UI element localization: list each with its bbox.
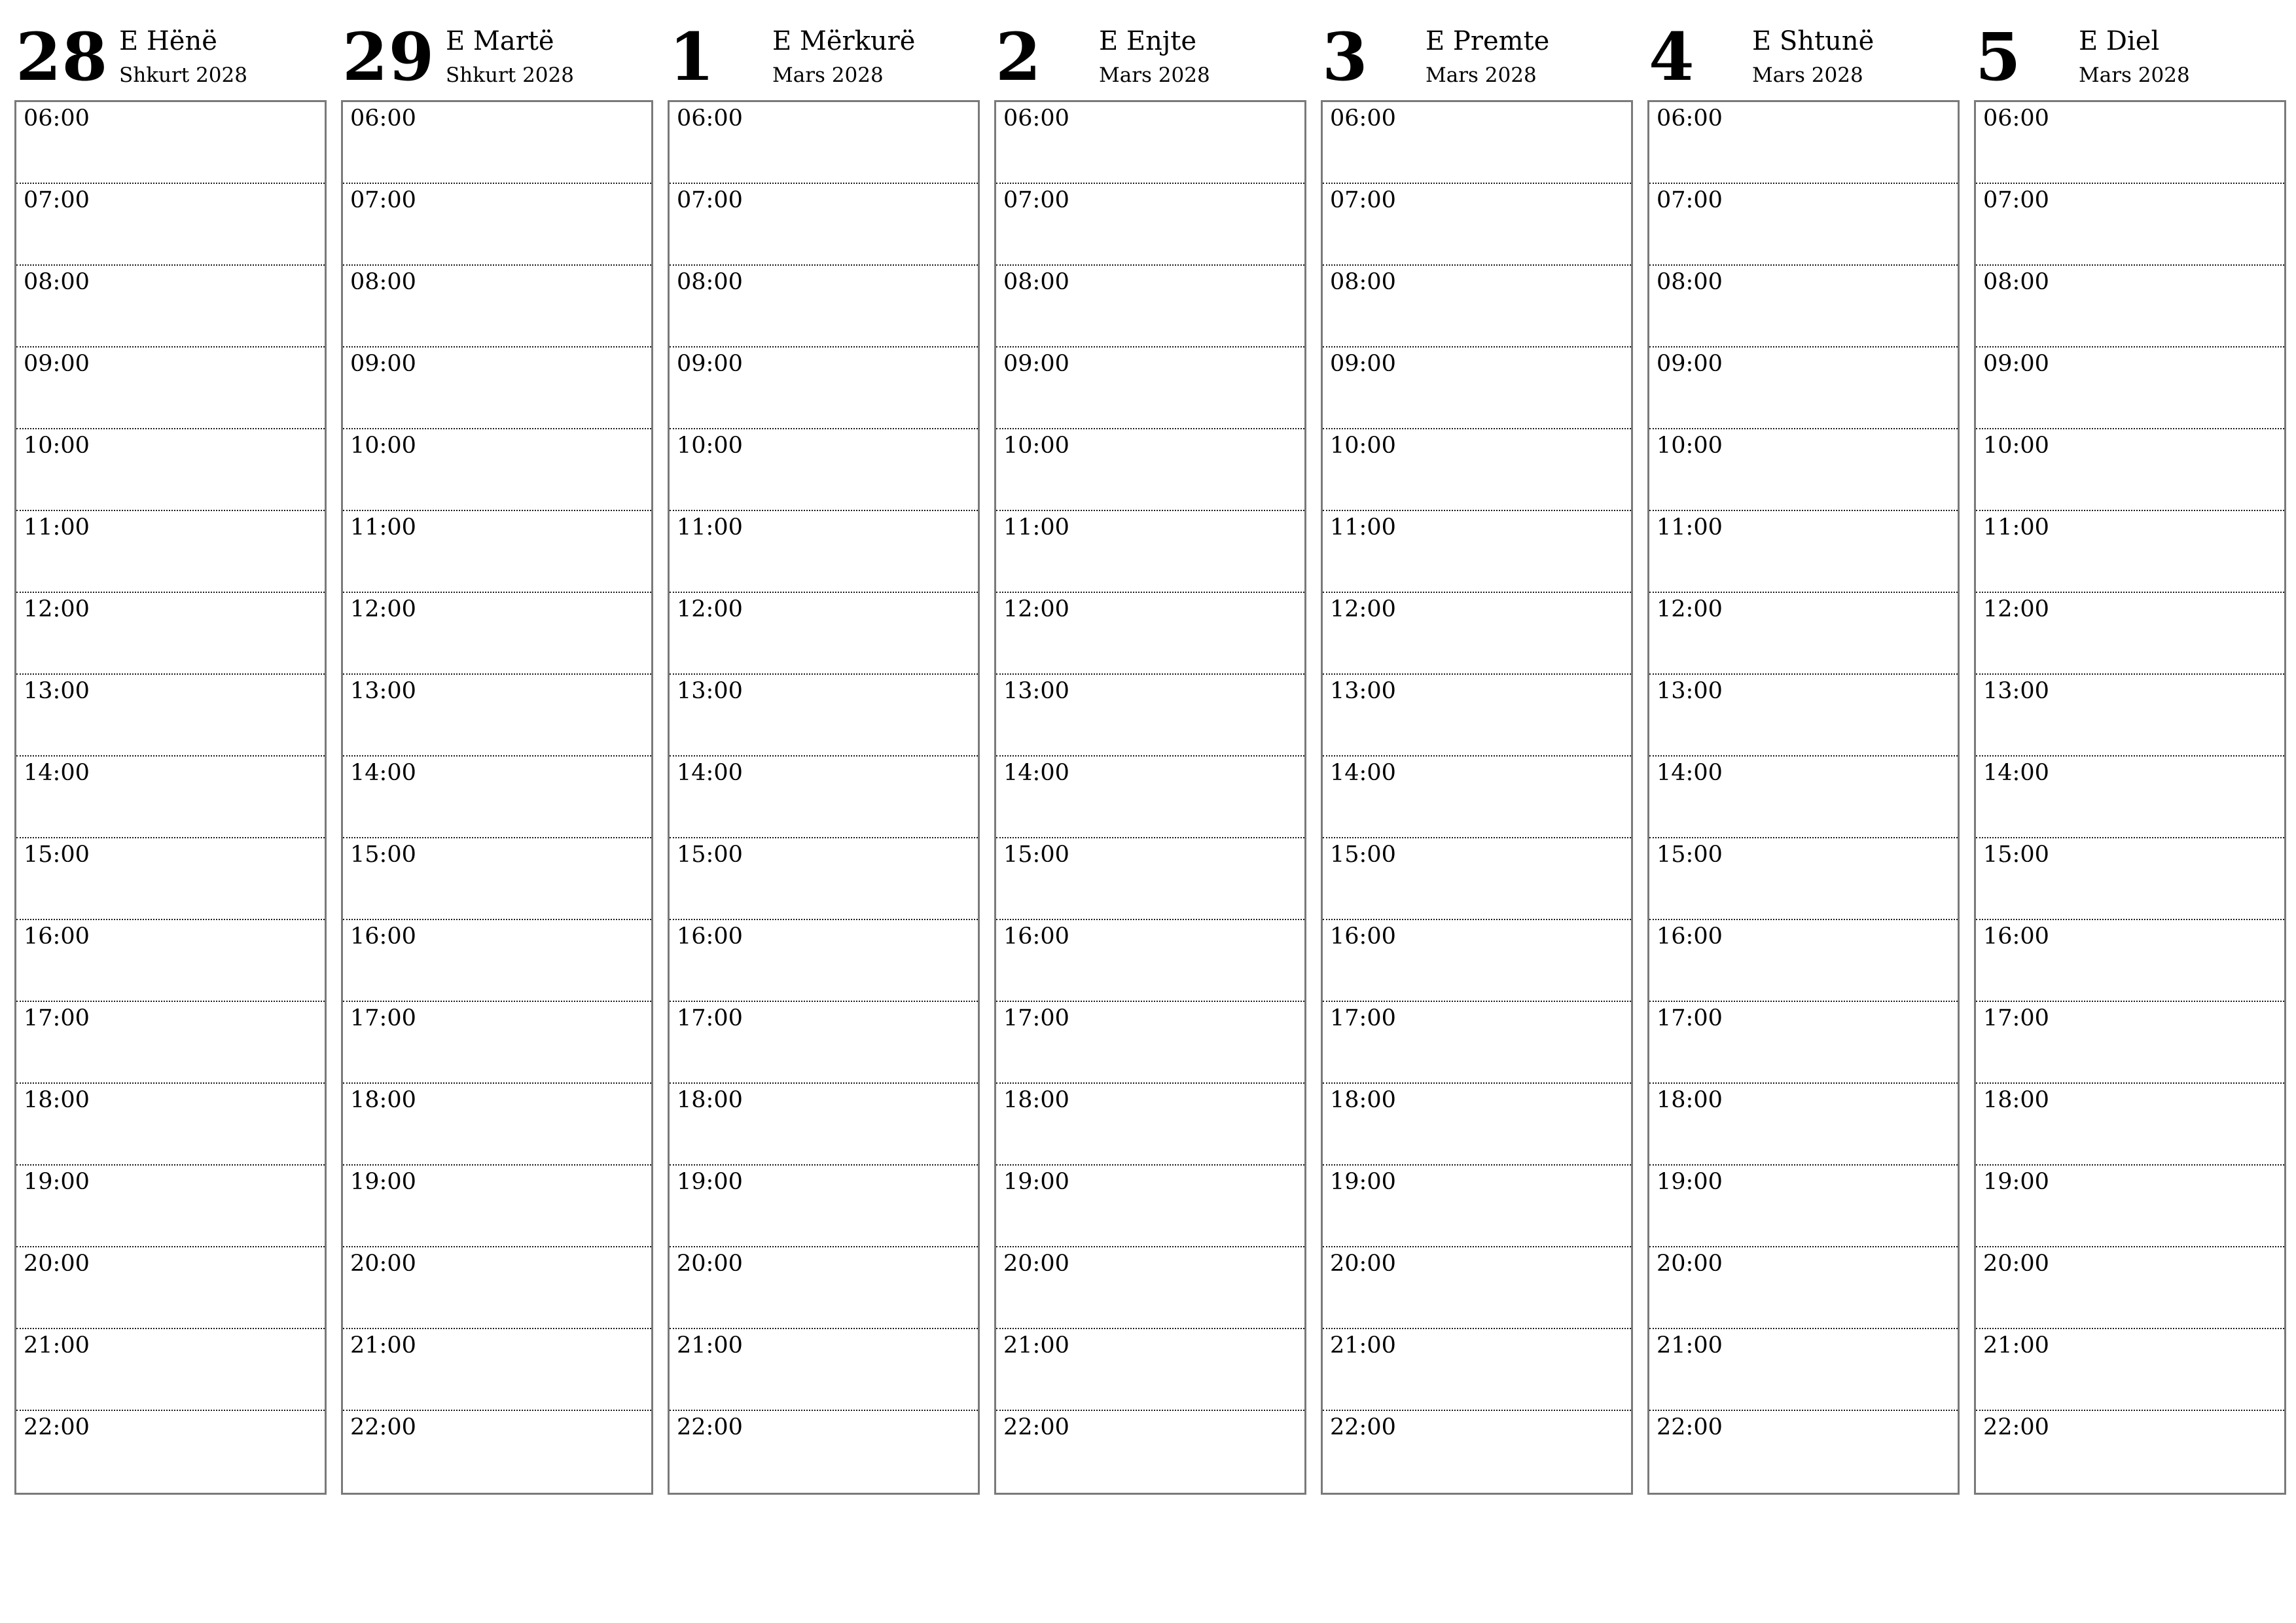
day-schedule-box [1321, 100, 1633, 1495]
time-slot-label: 08:00 [1330, 269, 1396, 295]
time-slot[interactable] [670, 102, 978, 184]
time-slot[interactable] [16, 1084, 325, 1166]
weekday-name: E Mërkurë [772, 26, 916, 56]
time-slot-label: 15:00 [1657, 842, 1723, 868]
time-slot[interactable] [1649, 593, 1958, 675]
day-header [1321, 0, 1633, 99]
time-slot-label: 13:00 [24, 678, 90, 704]
time-slot[interactable] [1976, 1247, 2284, 1329]
time-slot-label: 19:00 [350, 1169, 416, 1195]
day-column [668, 0, 980, 1505]
time-slot[interactable] [1976, 348, 2284, 429]
time-slot[interactable] [1323, 593, 1631, 675]
time-slot-label: 08:00 [677, 269, 743, 295]
time-slot[interactable] [16, 266, 325, 348]
time-slot[interactable] [1649, 102, 1958, 184]
weekday-name: E Hënë [119, 26, 217, 56]
time-slot[interactable] [1323, 838, 1631, 920]
time-slot[interactable] [1323, 511, 1631, 593]
time-slot[interactable] [16, 429, 325, 511]
time-slot-label: 07:00 [24, 187, 90, 213]
month-year: Mars 2028 [1752, 63, 1863, 87]
time-slot[interactable] [1323, 1329, 1631, 1411]
time-slot-label: 16:00 [350, 923, 416, 950]
time-slot[interactable] [1976, 1166, 2284, 1247]
time-slot-label: 22:00 [350, 1414, 416, 1440]
day-number: 28 [16, 18, 109, 96]
time-slot[interactable] [670, 429, 978, 511]
time-slot-label: 20:00 [1003, 1251, 1069, 1277]
time-slot[interactable] [670, 1002, 978, 1084]
time-slot[interactable] [16, 1329, 325, 1411]
time-slot-label: 08:00 [350, 269, 416, 295]
time-slot-label: 10:00 [677, 433, 743, 459]
time-slot-label: 18:00 [1003, 1087, 1069, 1113]
time-slot-label: 19:00 [1330, 1169, 1396, 1195]
time-slot-label: 12:00 [350, 596, 416, 622]
month-year: Mars 2028 [2079, 63, 2190, 87]
time-slot[interactable] [1649, 920, 1958, 1002]
time-slot-label: 21:00 [1003, 1332, 1069, 1359]
time-slot[interactable] [1976, 838, 2284, 920]
time-slot-label: 08:00 [1657, 269, 1723, 295]
time-slot[interactable] [1323, 429, 1631, 511]
time-slot-label: 16:00 [1983, 923, 2049, 950]
time-slot[interactable] [996, 348, 1304, 429]
time-slot-label: 16:00 [1003, 923, 1069, 950]
time-slot[interactable] [343, 511, 651, 593]
time-slot[interactable] [1976, 757, 2284, 838]
time-slot-label: 22:00 [1330, 1414, 1396, 1440]
time-slot[interactable] [343, 429, 651, 511]
time-slot-label: 09:00 [350, 351, 416, 377]
time-slot[interactable] [1976, 1411, 2284, 1493]
time-slot-label: 09:00 [677, 351, 743, 377]
time-slot-label: 13:00 [1330, 678, 1396, 704]
time-slot[interactable] [996, 1166, 1304, 1247]
time-slot-label: 12:00 [1330, 596, 1396, 622]
day-number: 29 [342, 18, 435, 96]
time-slot[interactable] [1976, 920, 2284, 1002]
time-slot-label: 20:00 [1657, 1251, 1723, 1277]
time-slot-label: 15:00 [24, 842, 90, 868]
day-column [341, 0, 653, 1505]
time-slot-label: 19:00 [677, 1169, 743, 1195]
day-column [1321, 0, 1633, 1505]
time-slot-label: 10:00 [1983, 433, 2049, 459]
time-slot[interactable] [1649, 1002, 1958, 1084]
time-slot-label: 19:00 [1003, 1169, 1069, 1195]
time-slot-label: 14:00 [1330, 760, 1396, 786]
time-slot-label: 17:00 [24, 1005, 90, 1031]
day-column [1974, 0, 2286, 1505]
day-number: 5 [1975, 18, 2022, 96]
time-slot[interactable] [343, 1084, 651, 1166]
time-slot-label: 08:00 [1983, 269, 2049, 295]
time-slot[interactable] [1649, 1411, 1958, 1493]
time-slot[interactable] [670, 1166, 978, 1247]
time-slot[interactable] [1649, 675, 1958, 757]
time-slot-label: 12:00 [677, 596, 743, 622]
time-slot[interactable] [996, 1411, 1304, 1493]
time-slot-label: 13:00 [677, 678, 743, 704]
time-slot[interactable] [1323, 920, 1631, 1002]
time-slot[interactable] [1323, 348, 1631, 429]
time-slot[interactable] [1649, 838, 1958, 920]
time-slot-label: 09:00 [1657, 351, 1723, 377]
time-slot-label: 10:00 [1003, 433, 1069, 459]
time-slot[interactable] [16, 348, 325, 429]
day-header [341, 0, 653, 99]
time-slot[interactable] [1323, 102, 1631, 184]
time-slot-label: 16:00 [1657, 923, 1723, 950]
time-slot[interactable] [996, 511, 1304, 593]
time-slot-label: 17:00 [350, 1005, 416, 1031]
weekday-name: E Martë [446, 26, 554, 56]
time-slot[interactable] [996, 675, 1304, 757]
time-slot-label: 10:00 [350, 433, 416, 459]
time-slot-label: 07:00 [677, 187, 743, 213]
time-slot[interactable] [1976, 102, 2284, 184]
time-slot[interactable] [1649, 184, 1958, 266]
time-slot[interactable] [670, 1411, 978, 1493]
month-year: Shkurt 2028 [119, 63, 247, 87]
time-slot[interactable] [343, 757, 651, 838]
time-slot[interactable] [996, 593, 1304, 675]
time-slot-label: 12:00 [1657, 596, 1723, 622]
time-slot[interactable] [996, 429, 1304, 511]
time-slot[interactable] [1649, 1084, 1958, 1166]
time-slot[interactable] [1323, 1166, 1631, 1247]
time-slot[interactable] [1323, 675, 1631, 757]
time-slot-label: 22:00 [677, 1414, 743, 1440]
time-slot[interactable] [343, 1247, 651, 1329]
time-slot-label: 18:00 [1983, 1087, 2049, 1113]
time-slot[interactable] [996, 1329, 1304, 1411]
time-slot[interactable] [670, 675, 978, 757]
time-slot[interactable] [670, 593, 978, 675]
time-slot[interactable] [670, 1084, 978, 1166]
time-slot-label: 22:00 [1003, 1414, 1069, 1440]
time-slot-label: 18:00 [350, 1087, 416, 1113]
time-slot[interactable] [343, 348, 651, 429]
time-slot[interactable] [1649, 266, 1958, 348]
time-slot-label: 06:00 [1003, 105, 1069, 132]
time-slot[interactable] [16, 838, 325, 920]
time-slot-label: 06:00 [1330, 105, 1396, 132]
time-slot-label: 11:00 [24, 514, 90, 541]
time-slot[interactable] [996, 920, 1304, 1002]
time-slot-label: 17:00 [677, 1005, 743, 1031]
time-slot-label: 16:00 [677, 923, 743, 950]
time-slot[interactable] [1323, 266, 1631, 348]
weekday-name: E Shtunë [1752, 26, 1874, 56]
time-slot[interactable] [1976, 1084, 2284, 1166]
time-slot-label: 07:00 [350, 187, 416, 213]
time-slot[interactable] [1323, 1002, 1631, 1084]
time-slot-label: 22:00 [1983, 1414, 2049, 1440]
time-slot-label: 09:00 [1003, 351, 1069, 377]
time-slot-label: 17:00 [1330, 1005, 1396, 1031]
time-slot-label: 14:00 [350, 760, 416, 786]
time-slot-label: 07:00 [1657, 187, 1723, 213]
time-slot-label: 19:00 [1983, 1169, 2049, 1195]
time-slot[interactable] [1323, 1247, 1631, 1329]
time-slot-label: 06:00 [1983, 105, 2049, 132]
time-slot-label: 15:00 [1003, 842, 1069, 868]
time-slot[interactable] [16, 1411, 325, 1493]
day-number: 3 [1322, 18, 1369, 96]
time-slot[interactable] [1649, 429, 1958, 511]
time-slot[interactable] [996, 266, 1304, 348]
time-slot[interactable] [670, 184, 978, 266]
time-slot-label: 12:00 [1003, 596, 1069, 622]
day-column [1647, 0, 1960, 1505]
weekday-name: E Premte [1426, 26, 1550, 56]
time-slot-label: 08:00 [24, 269, 90, 295]
time-slot[interactable] [1976, 266, 2284, 348]
time-slot-label: 11:00 [677, 514, 743, 541]
time-slot-label: 13:00 [350, 678, 416, 704]
time-slot-label: 20:00 [24, 1251, 90, 1277]
time-slot-label: 06:00 [24, 105, 90, 132]
time-slot[interactable] [670, 1329, 978, 1411]
time-slot-label: 16:00 [24, 923, 90, 950]
day-schedule-box [994, 100, 1306, 1495]
time-slot[interactable] [996, 1084, 1304, 1166]
time-slot-label: 18:00 [1330, 1087, 1396, 1113]
day-schedule-box [14, 100, 327, 1495]
time-slot-label: 10:00 [1657, 433, 1723, 459]
time-slot[interactable] [1976, 1002, 2284, 1084]
time-slot[interactable] [1976, 675, 2284, 757]
time-slot[interactable] [343, 920, 651, 1002]
time-slot-label: 13:00 [1657, 678, 1723, 704]
time-slot-label: 18:00 [1657, 1087, 1723, 1113]
time-slot-label: 09:00 [1330, 351, 1396, 377]
time-slot-label: 20:00 [350, 1251, 416, 1277]
weekday-name: E Diel [2079, 26, 2160, 56]
time-slot[interactable] [343, 593, 651, 675]
time-slot-label: 20:00 [1983, 1251, 2049, 1277]
time-slot-label: 09:00 [1983, 351, 2049, 377]
time-slot-label: 15:00 [677, 842, 743, 868]
time-slot[interactable] [670, 348, 978, 429]
time-slot-label: 18:00 [677, 1087, 743, 1113]
time-slot[interactable] [343, 184, 651, 266]
time-slot[interactable] [343, 838, 651, 920]
time-slot[interactable] [343, 1002, 651, 1084]
time-slot-label: 21:00 [677, 1332, 743, 1359]
time-slot[interactable] [1323, 1084, 1631, 1166]
day-number: 4 [1649, 18, 1695, 96]
time-slot[interactable] [343, 102, 651, 184]
time-slot-label: 21:00 [1330, 1332, 1396, 1359]
time-slot[interactable] [1649, 757, 1958, 838]
time-slot[interactable] [670, 920, 978, 1002]
time-slot-label: 22:00 [24, 1414, 90, 1440]
time-slot[interactable] [1649, 1329, 1958, 1411]
time-slot-label: 20:00 [1330, 1251, 1396, 1277]
time-slot-label: 12:00 [24, 596, 90, 622]
time-slot[interactable] [1649, 348, 1958, 429]
day-header [1647, 0, 1960, 99]
month-year: Mars 2028 [1099, 63, 1210, 87]
day-number: 1 [669, 18, 715, 96]
time-slot[interactable] [16, 102, 325, 184]
time-slot[interactable] [996, 757, 1304, 838]
time-slot-label: 10:00 [24, 433, 90, 459]
time-slot-label: 17:00 [1657, 1005, 1723, 1031]
time-slot[interactable] [343, 675, 651, 757]
time-slot[interactable] [1976, 511, 2284, 593]
time-slot-label: 09:00 [24, 351, 90, 377]
month-year: Mars 2028 [1426, 63, 1537, 87]
time-slot-label: 12:00 [1983, 596, 2049, 622]
time-slot-label: 14:00 [1983, 760, 2049, 786]
time-slot-label: 14:00 [677, 760, 743, 786]
time-slot[interactable] [16, 1247, 325, 1329]
time-slot[interactable] [670, 838, 978, 920]
time-slot-label: 07:00 [1983, 187, 2049, 213]
time-slot[interactable] [16, 184, 325, 266]
time-slot-label: 18:00 [24, 1087, 90, 1113]
time-slot-label: 14:00 [24, 760, 90, 786]
time-slot[interactable] [16, 920, 325, 1002]
time-slot-label: 14:00 [1003, 760, 1069, 786]
time-slot[interactable] [996, 184, 1304, 266]
time-slot[interactable] [1976, 1329, 2284, 1411]
day-schedule-box [1647, 100, 1960, 1495]
time-slot-label: 08:00 [1003, 269, 1069, 295]
weekly-planner [14, 0, 2283, 1505]
time-slot-label: 11:00 [350, 514, 416, 541]
time-slot[interactable] [343, 1166, 651, 1247]
time-slot-label: 15:00 [1983, 842, 2049, 868]
day-column [14, 0, 327, 1505]
month-year: Shkurt 2028 [446, 63, 574, 87]
time-slot-label: 19:00 [24, 1169, 90, 1195]
time-slot-label: 21:00 [1983, 1332, 2049, 1359]
time-slot-label: 22:00 [1657, 1414, 1723, 1440]
day-number: 2 [996, 18, 1042, 96]
month-year: Mars 2028 [772, 63, 884, 87]
time-slot[interactable] [1976, 593, 2284, 675]
time-slot[interactable] [1976, 184, 2284, 266]
day-header [668, 0, 980, 99]
day-schedule-box [1974, 100, 2286, 1495]
time-slot-label: 11:00 [1003, 514, 1069, 541]
time-slot[interactable] [16, 675, 325, 757]
time-slot-label: 11:00 [1330, 514, 1396, 541]
time-slot-label: 19:00 [1657, 1169, 1723, 1195]
day-header [994, 0, 1306, 99]
time-slot[interactable] [1323, 757, 1631, 838]
time-slot[interactable] [1649, 511, 1958, 593]
time-slot[interactable] [16, 757, 325, 838]
time-slot-label: 15:00 [1330, 842, 1396, 868]
time-slot-label: 07:00 [1330, 187, 1396, 213]
time-slot-label: 14:00 [1657, 760, 1723, 786]
time-slot-label: 21:00 [24, 1332, 90, 1359]
time-slot[interactable] [670, 266, 978, 348]
day-header [1974, 0, 2286, 99]
time-slot-label: 16:00 [1330, 923, 1396, 950]
time-slot[interactable] [670, 1247, 978, 1329]
time-slot[interactable] [16, 511, 325, 593]
time-slot[interactable] [1649, 1247, 1958, 1329]
time-slot[interactable] [996, 1247, 1304, 1329]
time-slot[interactable] [670, 757, 978, 838]
time-slot-label: 07:00 [1003, 187, 1069, 213]
time-slot-label: 20:00 [677, 1251, 743, 1277]
time-slot-label: 21:00 [350, 1332, 416, 1359]
day-header [14, 0, 327, 99]
time-slot-label: 10:00 [1330, 433, 1396, 459]
time-slot[interactable] [996, 838, 1304, 920]
weekday-name: E Enjte [1099, 26, 1197, 56]
time-slot-label: 21:00 [1657, 1332, 1723, 1359]
day-column [994, 0, 1306, 1505]
time-slot[interactable] [1649, 1166, 1958, 1247]
time-slot-label: 06:00 [350, 105, 416, 132]
time-slot-label: 11:00 [1983, 514, 2049, 541]
time-slot[interactable] [1323, 1411, 1631, 1493]
time-slot[interactable] [996, 1002, 1304, 1084]
time-slot[interactable] [1976, 429, 2284, 511]
time-slot[interactable] [16, 1002, 325, 1084]
time-slot-label: 17:00 [1983, 1005, 2049, 1031]
time-slot[interactable] [343, 1329, 651, 1411]
day-schedule-box [341, 100, 653, 1495]
time-slot-label: 15:00 [350, 842, 416, 868]
time-slot[interactable] [670, 511, 978, 593]
time-slot-label: 13:00 [1003, 678, 1069, 704]
time-slot[interactable] [16, 593, 325, 675]
time-slot[interactable] [343, 1411, 651, 1493]
time-slot[interactable] [16, 1166, 325, 1247]
time-slot-label: 06:00 [1657, 105, 1723, 132]
time-slot-label: 11:00 [1657, 514, 1723, 541]
time-slot[interactable] [996, 102, 1304, 184]
time-slot-label: 13:00 [1983, 678, 2049, 704]
day-schedule-box [668, 100, 980, 1495]
time-slot[interactable] [343, 266, 651, 348]
time-slot[interactable] [1323, 184, 1631, 266]
time-slot-label: 06:00 [677, 105, 743, 132]
time-slot-label: 17:00 [1003, 1005, 1069, 1031]
